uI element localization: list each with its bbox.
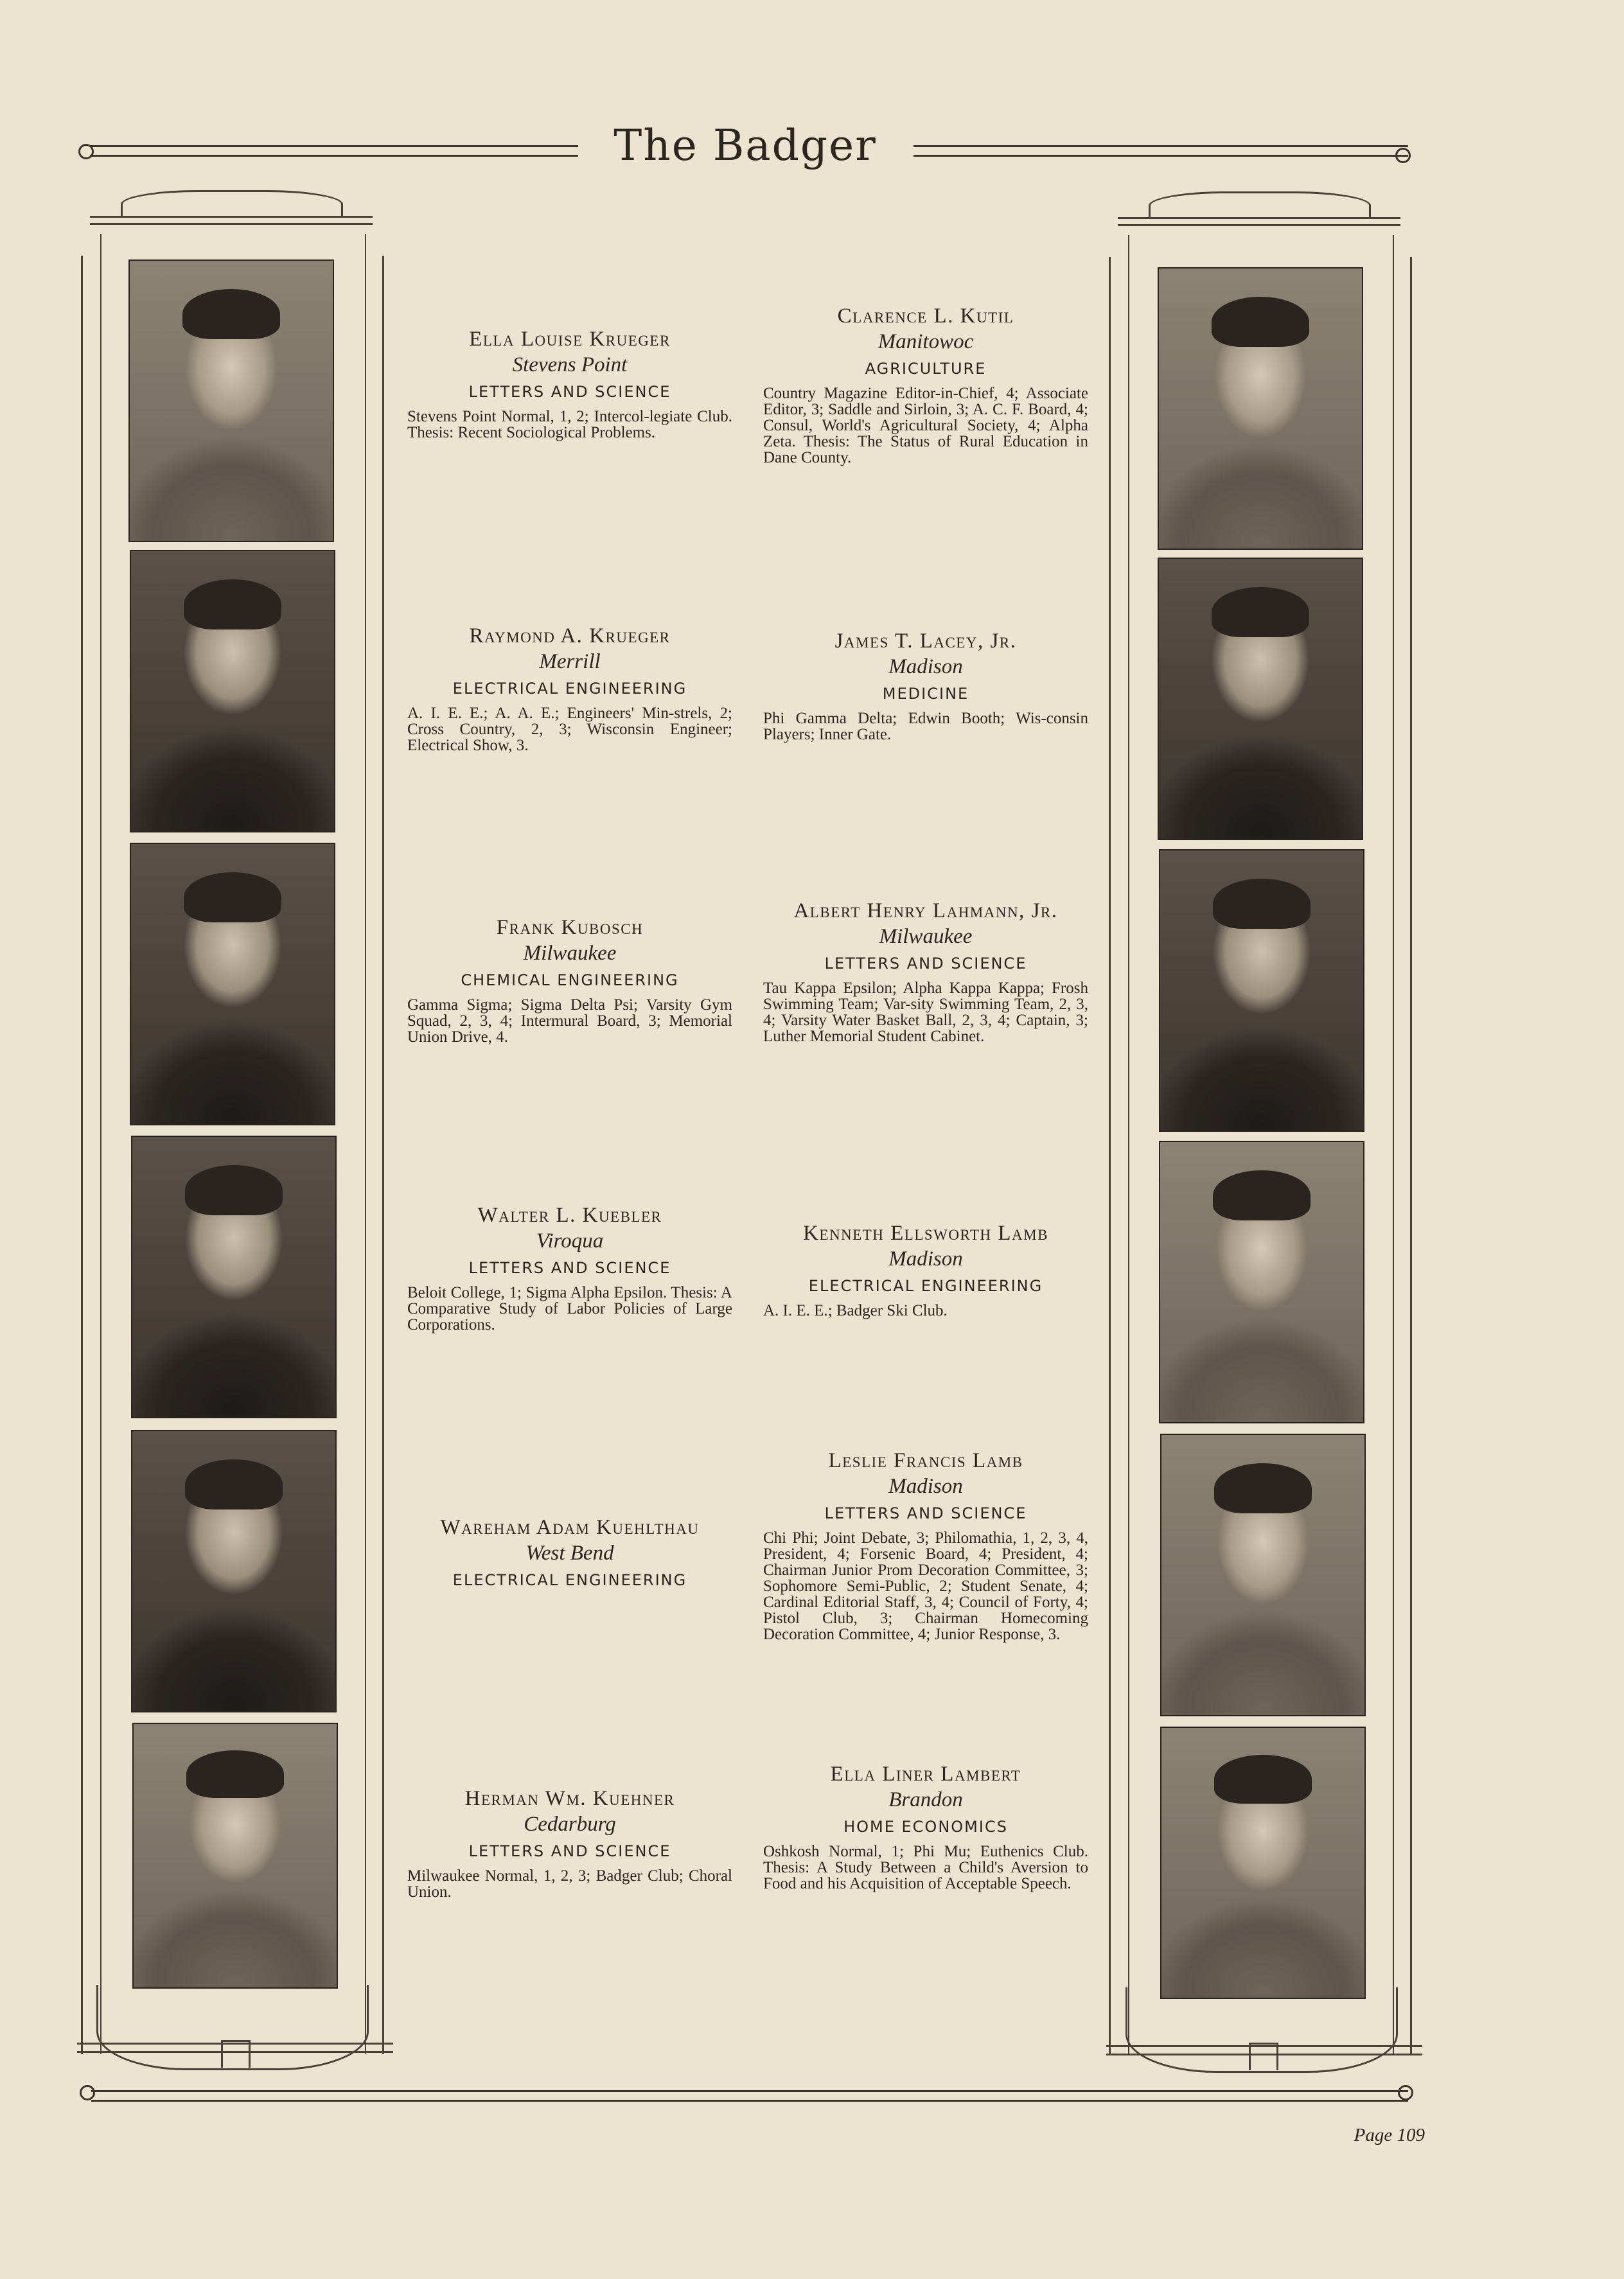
portrait-photo [1159,1141,1364,1423]
right-frame-ledge [1118,217,1400,226]
portrait-photo [131,1136,337,1418]
student-activities: Gamma Sigma; Sigma Delta Psi; Varsity Gym Squad, 2, 3, 4; Intermural Board, 3; Memorial Union Drive, 4. [407,996,732,1046]
portrait-photo [1160,1434,1366,1716]
student-entry [407,1786,732,1900]
student-course: LETTERS AND SCIENCE [824,1504,1027,1522]
student-hometown: Milwaukee [523,942,617,965]
student-course: LETTERS AND SCIENCE [468,1259,671,1277]
student-entry [407,623,732,753]
student-course: HOME ECONOMICS [843,1818,1008,1836]
student-hometown: Madison [888,1475,963,1498]
student-course: LETTERS AND SCIENCE [824,955,1027,972]
student-activities: Phi Gamma Delta; Edwin Booth; Wis-consin Players; Inner Gate. [763,710,1088,743]
student-course: CHEMICAL ENGINEERING [461,971,679,989]
student-entry [407,1515,732,1592]
student-course: MEDICINE [882,685,969,703]
student-entry [407,326,732,441]
student-hometown: Stevens Point [512,353,628,376]
student-course: LETTERS AND SCIENCE [468,383,671,401]
student-name: James T. Lacey, Jr. [834,629,1017,653]
student-name: Herman Wm. Kuehner [464,1787,675,1810]
student-activities: A. I. E. E.; A. A. E.; Engineers' Min-strels, 2; Cross Country, 2, 3; Wisconsin Engineer; Electrical Show, 3. [407,705,732,754]
portrait-photo [1158,558,1363,840]
student-course: AGRICULTURE [865,360,987,378]
footer-rule [91,2090,1408,2102]
student-activities: Tau Kappa Epsilon; Alpha Kappa Kappa; Frosh Swimming Team; Var-sity Swimming Team, 2, 3, 4; Varsity Water Basket Ball, 2, 3, 4; Captain, 3; Luther Memorial Student Cabinet. [763,980,1088,1045]
student-activities: Beloit College, 1; Sigma Alpha Epsilon. Thesis: A Comparative Study of Labor Policies of Large Corporations. [407,1284,732,1333]
portrait-photo [132,1723,338,1989]
student-name: Leslie Francis Lamb [828,1449,1023,1472]
portrait-photo [130,550,335,832]
student-activities: Chi Phi; Joint Debate, 3; Philomathia, 1, 2, 3, 4, President, 4; Forsenic Board, 4; President, 4; Chairman Junior Prom Decoration Committee, 3; Sophomore Semi-Public, 2; Student Senate, 4; Cardinal Editorial Staff, 3, 4; Council of Forty, 4; Pistol Club, 3; Chairman Homecoming Decoration Committee, 4; Junior Response, 3. [763,1529,1088,1643]
student-activities: Stevens Point Normal, 1, 2; Intercol-legiate Club. Thesis: Recent Sociological Problems. [407,408,732,441]
student-name: Wareham Adam Kuehlthau [440,1516,700,1539]
student-course: LETTERS AND SCIENCE [468,1842,671,1860]
portrait-photo [130,843,335,1125]
student-hometown: Milwaukee [879,925,973,948]
student-entry [763,1761,1088,1892]
student-activities: Country Magazine Editor-in-Chief, 4; Associate Editor, 3; Saddle and Sirloin, 3; A. C. F. Board, 4; Consul, World's Agricultural Society, 4; Alpha Zeta. Thesis: The Status of Rural Education in Dane County. [763,385,1088,466]
student-course: ELECTRICAL ENGINEERING [452,680,687,698]
left-frame-notch [221,2040,251,2068]
student-hometown: Cedarburg [524,1813,616,1836]
student-course: ELECTRICAL ENGINEERING [808,1277,1043,1295]
portrait-photo [1160,1727,1366,1999]
portrait-photo [131,1430,337,1712]
left-frame-ledge [90,216,373,225]
student-name: Clarence L. Kutil [837,304,1014,328]
student-name: Albert Henry Lahmann, Jr. [793,899,1058,922]
student-hometown: Madison [888,1247,963,1271]
student-entry [763,898,1088,1044]
left-frame-cap [121,190,343,218]
header-rule-right [914,145,1408,157]
scroll-curl-right [1398,2085,1413,2100]
student-activities: Oshkosh Normal, 1; Phi Mu; Euthenics Club. Thesis: A Study Between a Child's Aversion to Food and his Acquisition of Acceptable Speech. [763,1843,1088,1892]
student-entry [763,303,1088,466]
right-frame-cap [1149,191,1371,219]
student-course: ELECTRICAL ENGINEERING [452,1571,687,1589]
student-name: Walter L. Kuebler [477,1204,662,1227]
student-name: Kenneth Ellsworth Lamb [803,1222,1048,1245]
page-number: Page 109 [1354,2125,1425,2145]
student-hometown: Merrill [539,650,601,673]
header-rule-left [90,145,578,157]
student-hometown: Manitowoc [878,330,974,353]
student-entry [763,628,1088,743]
student-activities: Milwaukee Normal, 1, 2, 3; Badger Club; Choral Union. [407,1867,732,1901]
student-entry [763,1220,1088,1319]
page-title: The Badger [613,121,877,170]
student-entry [763,1448,1088,1642]
student-hometown: Viroqua [536,1229,604,1253]
student-entry [407,915,732,1045]
portrait-photo [1158,267,1363,550]
student-hometown: Brandon [888,1788,963,1811]
student-name: Raymond A. Krueger [469,624,671,647]
student-hometown: Madison [888,655,963,678]
portrait-photo [1159,849,1364,1132]
student-name: Frank Kubosch [496,916,644,939]
student-entry [407,1202,732,1333]
student-hometown: West Bend [525,1542,614,1565]
student-name: Ella Liner Lambert [830,1763,1021,1786]
student-name: Ella Louise Krueger [469,328,671,351]
student-activities: A. I. E. E.; Badger Ski Club. [763,1302,948,1319]
portrait-photo [128,260,334,542]
right-frame-notch [1249,2043,1278,2070]
scroll-curl-right [1395,148,1411,163]
